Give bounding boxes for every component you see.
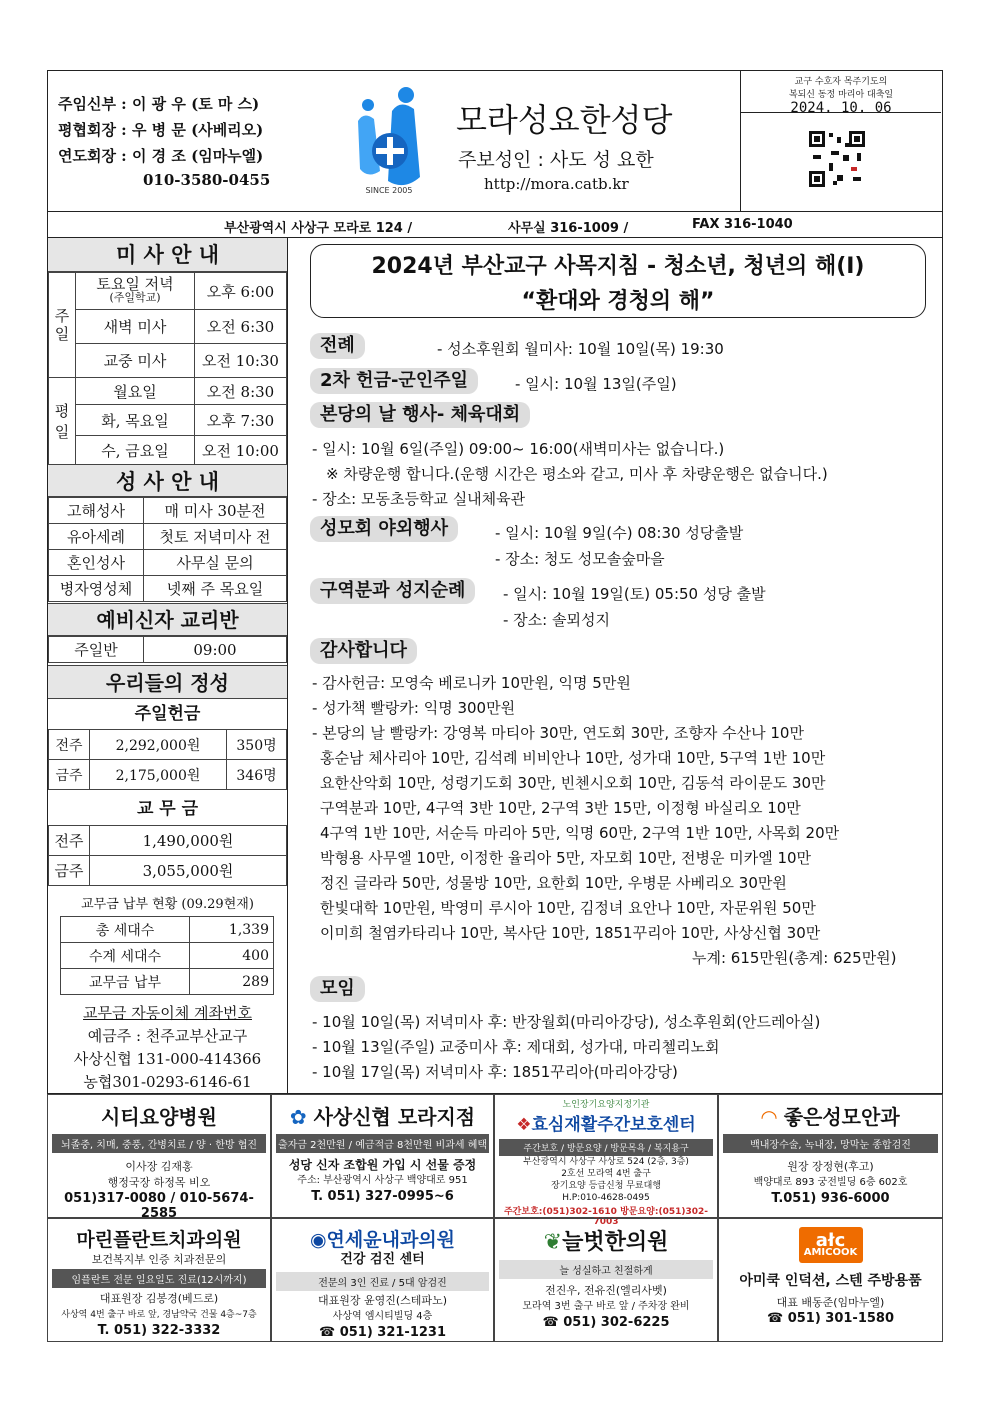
mass-time: 오전 10:30 [195, 344, 287, 378]
ad-line: 성당 신자 조합원 가입 시 선물 증정 [288, 1158, 477, 1172]
feast-line-1: 교구 수호자 목주기도의 [794, 77, 888, 87]
parish-day-line: - 일시: 10월 6일(주일) 09:00~ 16:00(새벽미사는 없습니다.) [312, 440, 725, 458]
mass-name: 교중 미사 [76, 344, 195, 378]
status-label: 교무금 납부 [61, 969, 190, 995]
ad-line: 주소: 부산광역시 사상구 백양대로 951 [297, 1175, 468, 1186]
status-row [61, 943, 274, 969]
sacrament-table [48, 497, 287, 602]
fax: FAX 316-1040 [692, 217, 793, 232]
section-liturgy: 전례 [310, 333, 365, 359]
sacrament-title: 성 사 안 내 [48, 464, 287, 497]
mass-row [49, 405, 287, 436]
internal-clinic-logo-icon: ◉ [309, 1229, 327, 1251]
ad-band: 전문의 3인 진료 / 5대 암검진 [276, 1272, 489, 1291]
sunday-label: 주일 [49, 273, 76, 378]
thanks-line: 4구역 1반 10만, 서순득 마리아 5만, 익명 60만, 2구역 1반 10만, 사목회 20만 [320, 824, 840, 842]
thanks-total: 누계: 615만원(총계: 625만원) [692, 949, 897, 967]
pastor-line: 주임신부 : 이 광 우 (토 마 스) [58, 95, 260, 113]
ad-line: 원장 장정현(후고) [787, 1160, 874, 1173]
offering-title: 우리들의 정성 [48, 665, 287, 699]
ad-band: 주간보호 / 방문요양 / 방문목욕 / 복지용구 [499, 1139, 713, 1156]
mass-time: 오전 10:00 [195, 436, 287, 465]
ad-band: 늘 성실하고 친절하게 [499, 1260, 713, 1279]
ad-phone: ☎ 051) 302-6225 [542, 1315, 670, 1330]
svg-text:SINCE 2005: SINCE 2005 [365, 186, 413, 195]
ad-phone: T. 051) 327-0995~6 [311, 1189, 454, 1204]
church-logo-icon [344, 81, 434, 197]
ad-line: 사상역 4번 출구 바로 앞, 경남약국 건물 4층~7층 [61, 1310, 257, 1320]
dues-label: 전주 [49, 826, 90, 856]
patron: 주보성인 : 사도 성 요한 [458, 149, 654, 171]
pastoral-title-box [310, 244, 926, 318]
yeondo-line: 연도회장 : 이 경 조 (임마누엘) [58, 147, 264, 165]
mothers-outing-place: - 장소: 청도 성모솔숲마을 [495, 550, 665, 568]
ad-name: 시티요양병원 [101, 1105, 217, 1129]
sacrament-value: 첫토 저녁미사 전 [144, 524, 287, 550]
mass-name: 월요일 [76, 378, 195, 405]
dues-row [49, 856, 287, 886]
ad-line: 사상역 엠시티빌딩 4층 [332, 1311, 433, 1322]
amicook-logo-icon: ałc AMICOOK [799, 1227, 863, 1263]
mass-name: 화, 목요일 [76, 405, 195, 436]
ad-internal-clinic [271, 1218, 494, 1342]
thanks-line: 정진 글라라 50만, 성물방 10만, 요한회 10만, 우병문 사베리오 30만원 [320, 874, 787, 892]
ad-phone: T.051) 936-6000 [771, 1191, 890, 1206]
dues-status-title: 교무금 납부 현황 (09.29현재) [81, 897, 254, 912]
status-row [61, 917, 274, 943]
auto-transfer-title: 교무금 자동이체 계좌번호 [83, 1004, 252, 1022]
offering-label: 전주 [49, 730, 90, 760]
status-value: 400 [190, 943, 274, 969]
ad-band: 뇌졸중, 치매, 중풍, 간병치료 / 양 · 한방 협진 [52, 1134, 266, 1153]
section-thanks: 감사합니다 [310, 638, 417, 664]
ad-line: 백양대로 893 궁전빌딩 6층 602호 [753, 1177, 908, 1188]
dues-row [49, 826, 287, 856]
mass-row [49, 273, 287, 310]
sunday-offering-title: 주일헌금 [134, 704, 201, 724]
mass-name: 토요일 저녁 (주일학교) [76, 273, 195, 310]
catechumen-label: 주일반 [49, 637, 144, 663]
phone: 010-3580-0455 [143, 171, 271, 189]
ad-line: 부산광역시 사상구 사상로 524 (2층, 3층) [523, 1157, 689, 1167]
ad-name: 아미쿡 인덕션, 스텐 주방용품 [739, 1273, 922, 1289]
sacrament-row [49, 576, 287, 602]
thanks-line: 한빛대학 10만원, 박영미 루시아 10만, 김정녀 요안나 10만, 자문위원 50만 [320, 899, 816, 917]
ad-line: 2호선 모라역 4번 출구 [561, 1169, 651, 1179]
thanks-line: - 본당의 날 빨랑카: 강영복 마티아 30만, 연도회 30만, 조향자 수산나 10만 [312, 724, 804, 742]
mass-time: 오전 8:30 [195, 378, 287, 405]
sacrament-value: 넷째 주 목요일 [144, 576, 287, 602]
mass-name: 새벽 미사 [76, 310, 195, 344]
council-line: 평협회장 : 우 병 문 (사베리오) [58, 121, 264, 139]
ad-line: 대표 배동준(임마누엘) [776, 1296, 885, 1309]
header [47, 70, 943, 212]
ad-line: 대표원장 김봉경(베드로) [99, 1292, 219, 1305]
catechumen-table [48, 636, 287, 663]
weekday-label: 평일 [49, 378, 76, 465]
section-meetings: 모임 [310, 976, 365, 1002]
dues-table [48, 825, 287, 886]
thanks-line: 홍순남 체사리아 10만, 김석례 비비안나 10만, 성가대 10만, 5구역 1반 10만 [320, 749, 826, 767]
sacrament-value: 매 미사 30분전 [144, 498, 287, 524]
ad-dental-clinic [47, 1218, 271, 1342]
mass-row [49, 378, 287, 405]
ad-line: 보건복지부 인증 치과전문의 [91, 1253, 227, 1266]
ad-oriental-clinic [494, 1218, 718, 1342]
ad-line: 모라역 3번 출구 바로 앞 / 주차장 완비 [522, 1301, 690, 1312]
issue-date: 2024. 10. 06 [790, 100, 892, 116]
ad-line: 건강 검진 센터 [340, 1252, 425, 1267]
ad-city-hospital [47, 1094, 271, 1221]
mass-table [48, 272, 287, 465]
ad-line: 장기요양 등급신청 무료대행 [550, 1181, 662, 1191]
ad-band: 출자금 2천만원 / 예금적금 8천만원 비과세 혜택 [276, 1134, 489, 1153]
ad-line: 이사장 김재홍 [125, 1160, 193, 1173]
office-phone: 사무실 316-1009 / [508, 221, 629, 236]
dues-status-table [60, 916, 274, 995]
offering-amount: 2,292,000원 [90, 730, 227, 760]
meeting-line: - 10월 13일(주일) 교중미사 후: 제대회, 성가대, 마리첼리노회 [312, 1038, 720, 1056]
ad-amicook [718, 1218, 943, 1342]
thanks-line: 요한산악회 10만, 성령기도회 30만, 빈첸시오회 10만, 김동석 라이문도 30만 [320, 774, 826, 792]
mothers-outing-time: - 일시: 10월 9일(수) 08:30 성당출발 [495, 524, 744, 542]
sacrament-row [49, 498, 287, 524]
daycare-logo-icon: ❖ [516, 1115, 532, 1135]
ad-name: 마린플란트치과의원 [76, 1229, 242, 1251]
thanks-line: 박형용 사무엘 10만, 이정한 율리아 5만, 자모회 10만, 전병운 미카엘 10만 [320, 849, 812, 867]
mass-time: 오전 6:30 [195, 310, 287, 344]
qr-code-icon [807, 129, 867, 189]
bank-account-2: 농협301-0293-6146-61 [83, 1073, 252, 1091]
sacrament-name: 고해성사 [49, 498, 144, 524]
pilgrimage-time: - 일시: 10월 19일(토) 05:50 성당 출발 [503, 585, 766, 603]
status-label: 총 세대수 [61, 917, 190, 943]
address: 부산광역시 사상구 모라로 124 / [224, 221, 413, 236]
feast-line-2: 복되신 동정 마리아 대축일 [788, 90, 894, 100]
ad-name: ✿ 사상신협 모라지점 [289, 1105, 476, 1129]
sacrament-name: 혼인성사 [49, 550, 144, 576]
pastoral-subtitle: “환대와 경청의 해” [521, 289, 715, 314]
thanks-line: - 성가책 빨랑카: 익명 300만원 [312, 699, 516, 717]
status-row [61, 969, 274, 995]
sacrament-row [49, 524, 287, 550]
sacrament-name: 유아세례 [49, 524, 144, 550]
dues-amount: 1,490,000원 [90, 826, 287, 856]
ad-phone: ☎ 051) 321-1231 [318, 1325, 447, 1340]
offering-amount: 2,175,000원 [90, 760, 227, 790]
mass-time: 오후 7:30 [195, 405, 287, 436]
eye-logo-icon: ◠ [761, 1105, 777, 1129]
oriental-clinic-logo-icon: ❦ [543, 1230, 563, 1255]
ad-name: ❖효심재활주간보호센터 [516, 1115, 696, 1135]
account-holder: 예금주 : 천주교부산교구 [87, 1027, 248, 1045]
catechumen-title: 예비신자 교리반 [48, 603, 287, 636]
mass-name: 수, 금요일 [76, 436, 195, 465]
offering-label: 금주 [49, 760, 90, 790]
ad-credit-union [271, 1094, 494, 1218]
parish-day-place: - 장소: 모동초등학교 실내체육관 [312, 490, 526, 508]
thanks-line: 이미희 철염카타리나 10만, 복사단 10만, 1851꾸리아 10만, 사상신협 30만 [320, 924, 821, 942]
status-label: 수계 세대수 [61, 943, 190, 969]
address-bar [47, 212, 943, 238]
thanks-line: - 감사헌금: 모영숙 베로니카 10만원, 익명 5만원 [312, 674, 631, 692]
ad-line: 전진우, 전유진(엘리사벳) [545, 1284, 667, 1297]
offering-row [49, 730, 287, 760]
meeting-line: - 10월 17일(목) 저녁미사 후: 1851꾸리아(마리아강당) [312, 1063, 678, 1081]
mass-time: 오후 6:00 [195, 273, 287, 310]
ad-phone: 주간보호:(051)302-1610 방문요양:(051)302-7003 [503, 1207, 708, 1227]
liturgy-line: - 성소후원회 월미사: 10월 10일(목) 19:30 [437, 340, 724, 358]
dues-amount: 3,055,000원 [90, 856, 287, 886]
pastoral-title: 2024년 부산교구 사목지침 - 청소년, 청년의 해(I) [371, 254, 865, 279]
status-value: 1,339 [190, 917, 274, 943]
dues-label: 금주 [49, 856, 90, 886]
thanks-line: 구역분과 10만, 4구역 3반 10만, 2구역 3반 15만, 이정형 바실리오 10만 [320, 799, 801, 817]
pilgrimage-place: - 장소: 솔뫼성지 [503, 611, 610, 629]
sunday-offering-table [48, 729, 287, 790]
ad-daycare-center [494, 1094, 718, 1227]
ad-phone: ☎ 051) 301-1580 [766, 1311, 895, 1326]
credit-union-logo-icon: ✿ [289, 1105, 307, 1129]
ad-phone: 051)317-0080 / 010-5674-2585 [64, 1191, 254, 1221]
catechumen-time: 09:00 [144, 637, 287, 663]
church-name: 모라성요한성당 [456, 101, 673, 139]
ad-name: ❦늘벗한의원 [543, 1230, 669, 1255]
status-value: 289 [190, 969, 274, 995]
mass-row [49, 310, 287, 344]
mass-row [49, 436, 287, 465]
ad-line: 행정국장 하정목 비오 [107, 1176, 211, 1189]
parish-day-note: ※ 차량운행 합니다.(운행 시간은 평소와 같고, 미사 후 차량운행은 없습니다.) [326, 465, 828, 483]
section-pilgrimage: 구역분과 성지순례 [310, 578, 475, 604]
ad-band: 임플란트 전문 일요일도 진료(12시까지) [52, 1269, 266, 1288]
dues-title: 교 무 금 [136, 799, 199, 819]
ad-top-line: 노인장기요양지정기관 [562, 1100, 650, 1110]
left-column [47, 238, 288, 1094]
mass-row [49, 344, 287, 378]
website-link[interactable]: http://mora.catb.kr [484, 175, 629, 193]
bank-account-1: 사상신협 131-000-414366 [73, 1050, 262, 1068]
ad-line: 대표원장 윤영진(스테파노) [318, 1294, 447, 1307]
ad-line: H.P:010-4628-0495 [562, 1193, 650, 1203]
ad-name: ◠ 좋은성모안과 [761, 1105, 900, 1129]
ad-band: 백내장수술, 녹내장, 망막눈 종합검진 [723, 1134, 938, 1153]
sacrament-value: 사무실 문의 [144, 550, 287, 576]
offering-row [49, 760, 287, 790]
ad-phone: T. 051) 322-3332 [97, 1323, 221, 1338]
mass-title: 미 사 안 내 [48, 238, 287, 272]
ad-name: ◉연세윤내과의원 [309, 1229, 456, 1251]
section-parish-day: 본당의 날 행사- 체육대회 [310, 402, 530, 428]
feast-box [741, 71, 941, 116]
meeting-line: - 10월 10일(목) 저녁미사 후: 반장월회(마리아강당), 성소후원회(안드레아실) [312, 1013, 821, 1031]
section-second-collection: 2차 헌금-군인주일 [310, 368, 478, 394]
sacrament-row [49, 550, 287, 576]
offering-count: 346명 [227, 760, 287, 790]
section-mothers-outing: 성모회 야외행사 [310, 516, 458, 542]
second-collection-line: - 일시: 10월 13일(주일) [515, 375, 677, 393]
date-box [740, 71, 942, 211]
offering-count: 350명 [227, 730, 287, 760]
ad-eye-clinic [718, 1094, 943, 1218]
sacrament-name: 병자영성체 [49, 576, 144, 602]
